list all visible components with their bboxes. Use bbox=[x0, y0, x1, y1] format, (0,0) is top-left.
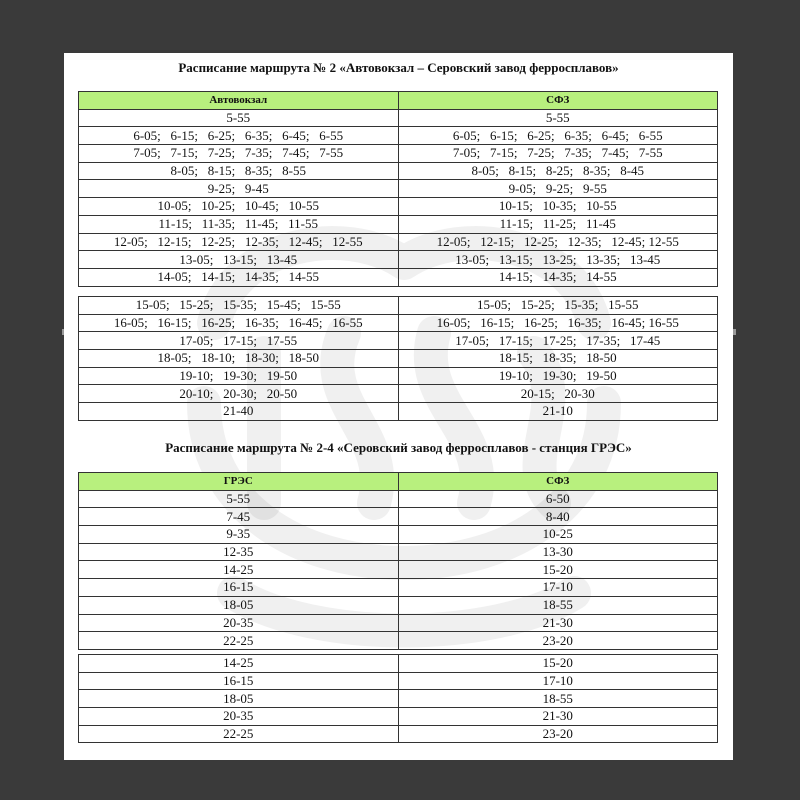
departure-cell-left: 7-05; 7-15; 7-25; 7-35; 7-45; 7-55 bbox=[79, 145, 399, 163]
table-row bbox=[79, 725, 718, 743]
table-row bbox=[79, 655, 718, 673]
departure-cell-left: 12-05; 12-15; 12-25; 12-35; 12-45; 12-55 bbox=[79, 233, 399, 251]
table-row bbox=[79, 198, 718, 216]
table-row bbox=[79, 332, 718, 350]
route-2-4-extra-rows bbox=[79, 655, 718, 743]
departure-cell-right: 15-05; 15-25; 15-35; 15-55 bbox=[398, 297, 718, 315]
route-2-4-schedule-table-extra bbox=[78, 654, 718, 743]
departure-cell-left: 14-25 bbox=[79, 655, 399, 673]
departure-cell-right: 23-20 bbox=[398, 632, 718, 650]
departure-cell-right: 13-05; 13-15; 13-25; 13-35; 13-45 bbox=[398, 251, 718, 269]
departure-cell-right: 18-15; 18-35; 18-50 bbox=[398, 350, 718, 368]
table-row bbox=[79, 490, 718, 508]
route-2-4-title: Расписание маршрута № 2-4 «Серовский завод ферросплавов - станция ГРЭС» bbox=[165, 440, 632, 455]
departure-cell-left: 5-55 bbox=[79, 490, 399, 508]
route-2-4-schedule-table-main bbox=[78, 472, 718, 650]
departure-cell-right: 8-05; 8-15; 8-25; 8-35; 8-45 bbox=[398, 162, 718, 180]
departure-cell-right: 16-05; 16-15; 16-25; 16-35; 16-45; 16-55 bbox=[398, 314, 718, 332]
departure-cell-left: 9-25; 9-45 bbox=[79, 180, 399, 198]
route-2-evening-rows bbox=[79, 297, 718, 421]
departure-cell-right: 11-15; 11-25; 11-45 bbox=[398, 215, 718, 233]
departure-cell-left: 22-25 bbox=[79, 632, 399, 650]
departure-cell-right: 13-30 bbox=[398, 543, 718, 561]
departure-cell-right: 18-55 bbox=[398, 690, 718, 708]
departure-cell-right: 10-15; 10-35; 10-55 bbox=[398, 198, 718, 216]
departure-cell-right: 5-55 bbox=[398, 109, 718, 127]
departure-cell-left: 12-35 bbox=[79, 543, 399, 561]
departure-cell-left: 16-15 bbox=[79, 672, 399, 690]
column-header-gres: ГРЭС bbox=[79, 473, 399, 491]
table-row bbox=[79, 215, 718, 233]
departure-cell-left: 18-05; 18-10; 18-30; 18-50 bbox=[79, 350, 399, 368]
departure-cell-right: 14-15; 14-35; 14-55 bbox=[398, 268, 718, 286]
table-row bbox=[79, 543, 718, 561]
schedule-sheet bbox=[64, 53, 733, 760]
departure-cell-left: 20-10; 20-30; 20-50 bbox=[79, 385, 399, 403]
departure-cell-left: 15-05; 15-25; 15-35; 15-45; 15-55 bbox=[79, 297, 399, 315]
departure-cell-left: 16-05; 16-15; 16-25; 16-35; 16-45; 16-55 bbox=[79, 314, 399, 332]
departure-cell-left: 11-15; 11-35; 11-45; 11-55 bbox=[79, 215, 399, 233]
departure-cell-left: 10-05; 10-25; 10-45; 10-55 bbox=[79, 198, 399, 216]
table-row bbox=[79, 403, 718, 421]
departure-cell-right: 15-20 bbox=[398, 561, 718, 579]
route-2-schedule-table-morning bbox=[78, 91, 718, 287]
departure-cell-right: 7-05; 7-15; 7-25; 7-35; 7-45; 7-55 bbox=[398, 145, 718, 163]
table-row bbox=[79, 367, 718, 385]
column-header-avtovokzal: Автовокзал bbox=[79, 92, 399, 110]
table-row bbox=[79, 251, 718, 269]
table-row bbox=[79, 109, 718, 127]
departure-cell-left: 17-05; 17-15; 17-55 bbox=[79, 332, 399, 350]
departure-cell-right: 23-20 bbox=[398, 725, 718, 743]
table-row bbox=[79, 297, 718, 315]
column-header-sfz: СФЗ bbox=[398, 473, 718, 491]
departure-cell-right: 19-10; 19-30; 19-50 bbox=[398, 367, 718, 385]
table-row bbox=[79, 145, 718, 163]
departure-cell-right: 12-05; 12-15; 12-25; 12-35; 12-45; 12-55 bbox=[398, 233, 718, 251]
table-row bbox=[79, 314, 718, 332]
departure-cell-left: 14-05; 14-15; 14-35; 14-55 bbox=[79, 268, 399, 286]
table-row bbox=[79, 579, 718, 597]
departure-cell-right: 21-30 bbox=[398, 614, 718, 632]
departure-cell-right: 15-20 bbox=[398, 655, 718, 673]
table-row bbox=[79, 162, 718, 180]
table-row bbox=[79, 268, 718, 286]
table-row bbox=[79, 596, 718, 614]
table-row bbox=[79, 233, 718, 251]
departure-cell-right: 8-40 bbox=[398, 508, 718, 526]
departure-cell-right: 17-05; 17-15; 17-25; 17-35; 17-45 bbox=[398, 332, 718, 350]
route-2-schedule-table-evening bbox=[78, 296, 718, 421]
departure-cell-left: 5-55 bbox=[79, 109, 399, 127]
departure-cell-left: 13-05; 13-15; 13-45 bbox=[79, 251, 399, 269]
departure-cell-right: 21-10 bbox=[398, 403, 718, 421]
departure-cell-right: 17-10 bbox=[398, 672, 718, 690]
route-2-title: Расписание маршрута № 2 «Автовокзал – Серовский завод ферросплавов» bbox=[178, 60, 619, 75]
departure-cell-left: 14-25 bbox=[79, 561, 399, 579]
table-row bbox=[79, 672, 718, 690]
table-row bbox=[79, 127, 718, 145]
departure-cell-right: 9-05; 9-25; 9-55 bbox=[398, 180, 718, 198]
departure-cell-right: 10-25 bbox=[398, 526, 718, 544]
departure-cell-right: 21-30 bbox=[398, 708, 718, 726]
table-row bbox=[79, 180, 718, 198]
table-row bbox=[79, 561, 718, 579]
departure-cell-left: 18-05 bbox=[79, 690, 399, 708]
table-row bbox=[79, 690, 718, 708]
table-row bbox=[79, 508, 718, 526]
departure-cell-left: 22-25 bbox=[79, 725, 399, 743]
table-row bbox=[79, 632, 718, 650]
departure-cell-left: 6-05; 6-15; 6-25; 6-35; 6-45; 6-55 bbox=[79, 127, 399, 145]
departure-cell-left: 7-45 bbox=[79, 508, 399, 526]
column-header-sfz: СФЗ bbox=[398, 92, 718, 110]
departure-cell-right: 6-05; 6-15; 6-25; 6-35; 6-45; 6-55 bbox=[398, 127, 718, 145]
departure-cell-right: 20-15; 20-30 bbox=[398, 385, 718, 403]
table-row bbox=[79, 614, 718, 632]
table-row bbox=[79, 350, 718, 368]
departure-cell-left: 9-35 bbox=[79, 526, 399, 544]
departure-cell-right: 17-10 bbox=[398, 579, 718, 597]
departure-cell-left: 21-40 bbox=[79, 403, 399, 421]
table-row bbox=[79, 385, 718, 403]
route-2-4-main-rows bbox=[79, 490, 718, 649]
departure-cell-left: 8-05; 8-15; 8-35; 8-55 bbox=[79, 162, 399, 180]
departure-cell-left: 20-35 bbox=[79, 708, 399, 726]
departure-cell-left: 18-05 bbox=[79, 596, 399, 614]
departure-cell-right: 18-55 bbox=[398, 596, 718, 614]
departure-cell-left: 19-10; 19-30; 19-50 bbox=[79, 367, 399, 385]
departure-cell-left: 20-35 bbox=[79, 614, 399, 632]
route-2-morning-rows bbox=[79, 109, 718, 286]
table-row bbox=[79, 708, 718, 726]
departure-cell-left: 16-15 bbox=[79, 579, 399, 597]
departure-cell-right: 6-50 bbox=[398, 490, 718, 508]
table-row bbox=[79, 526, 718, 544]
